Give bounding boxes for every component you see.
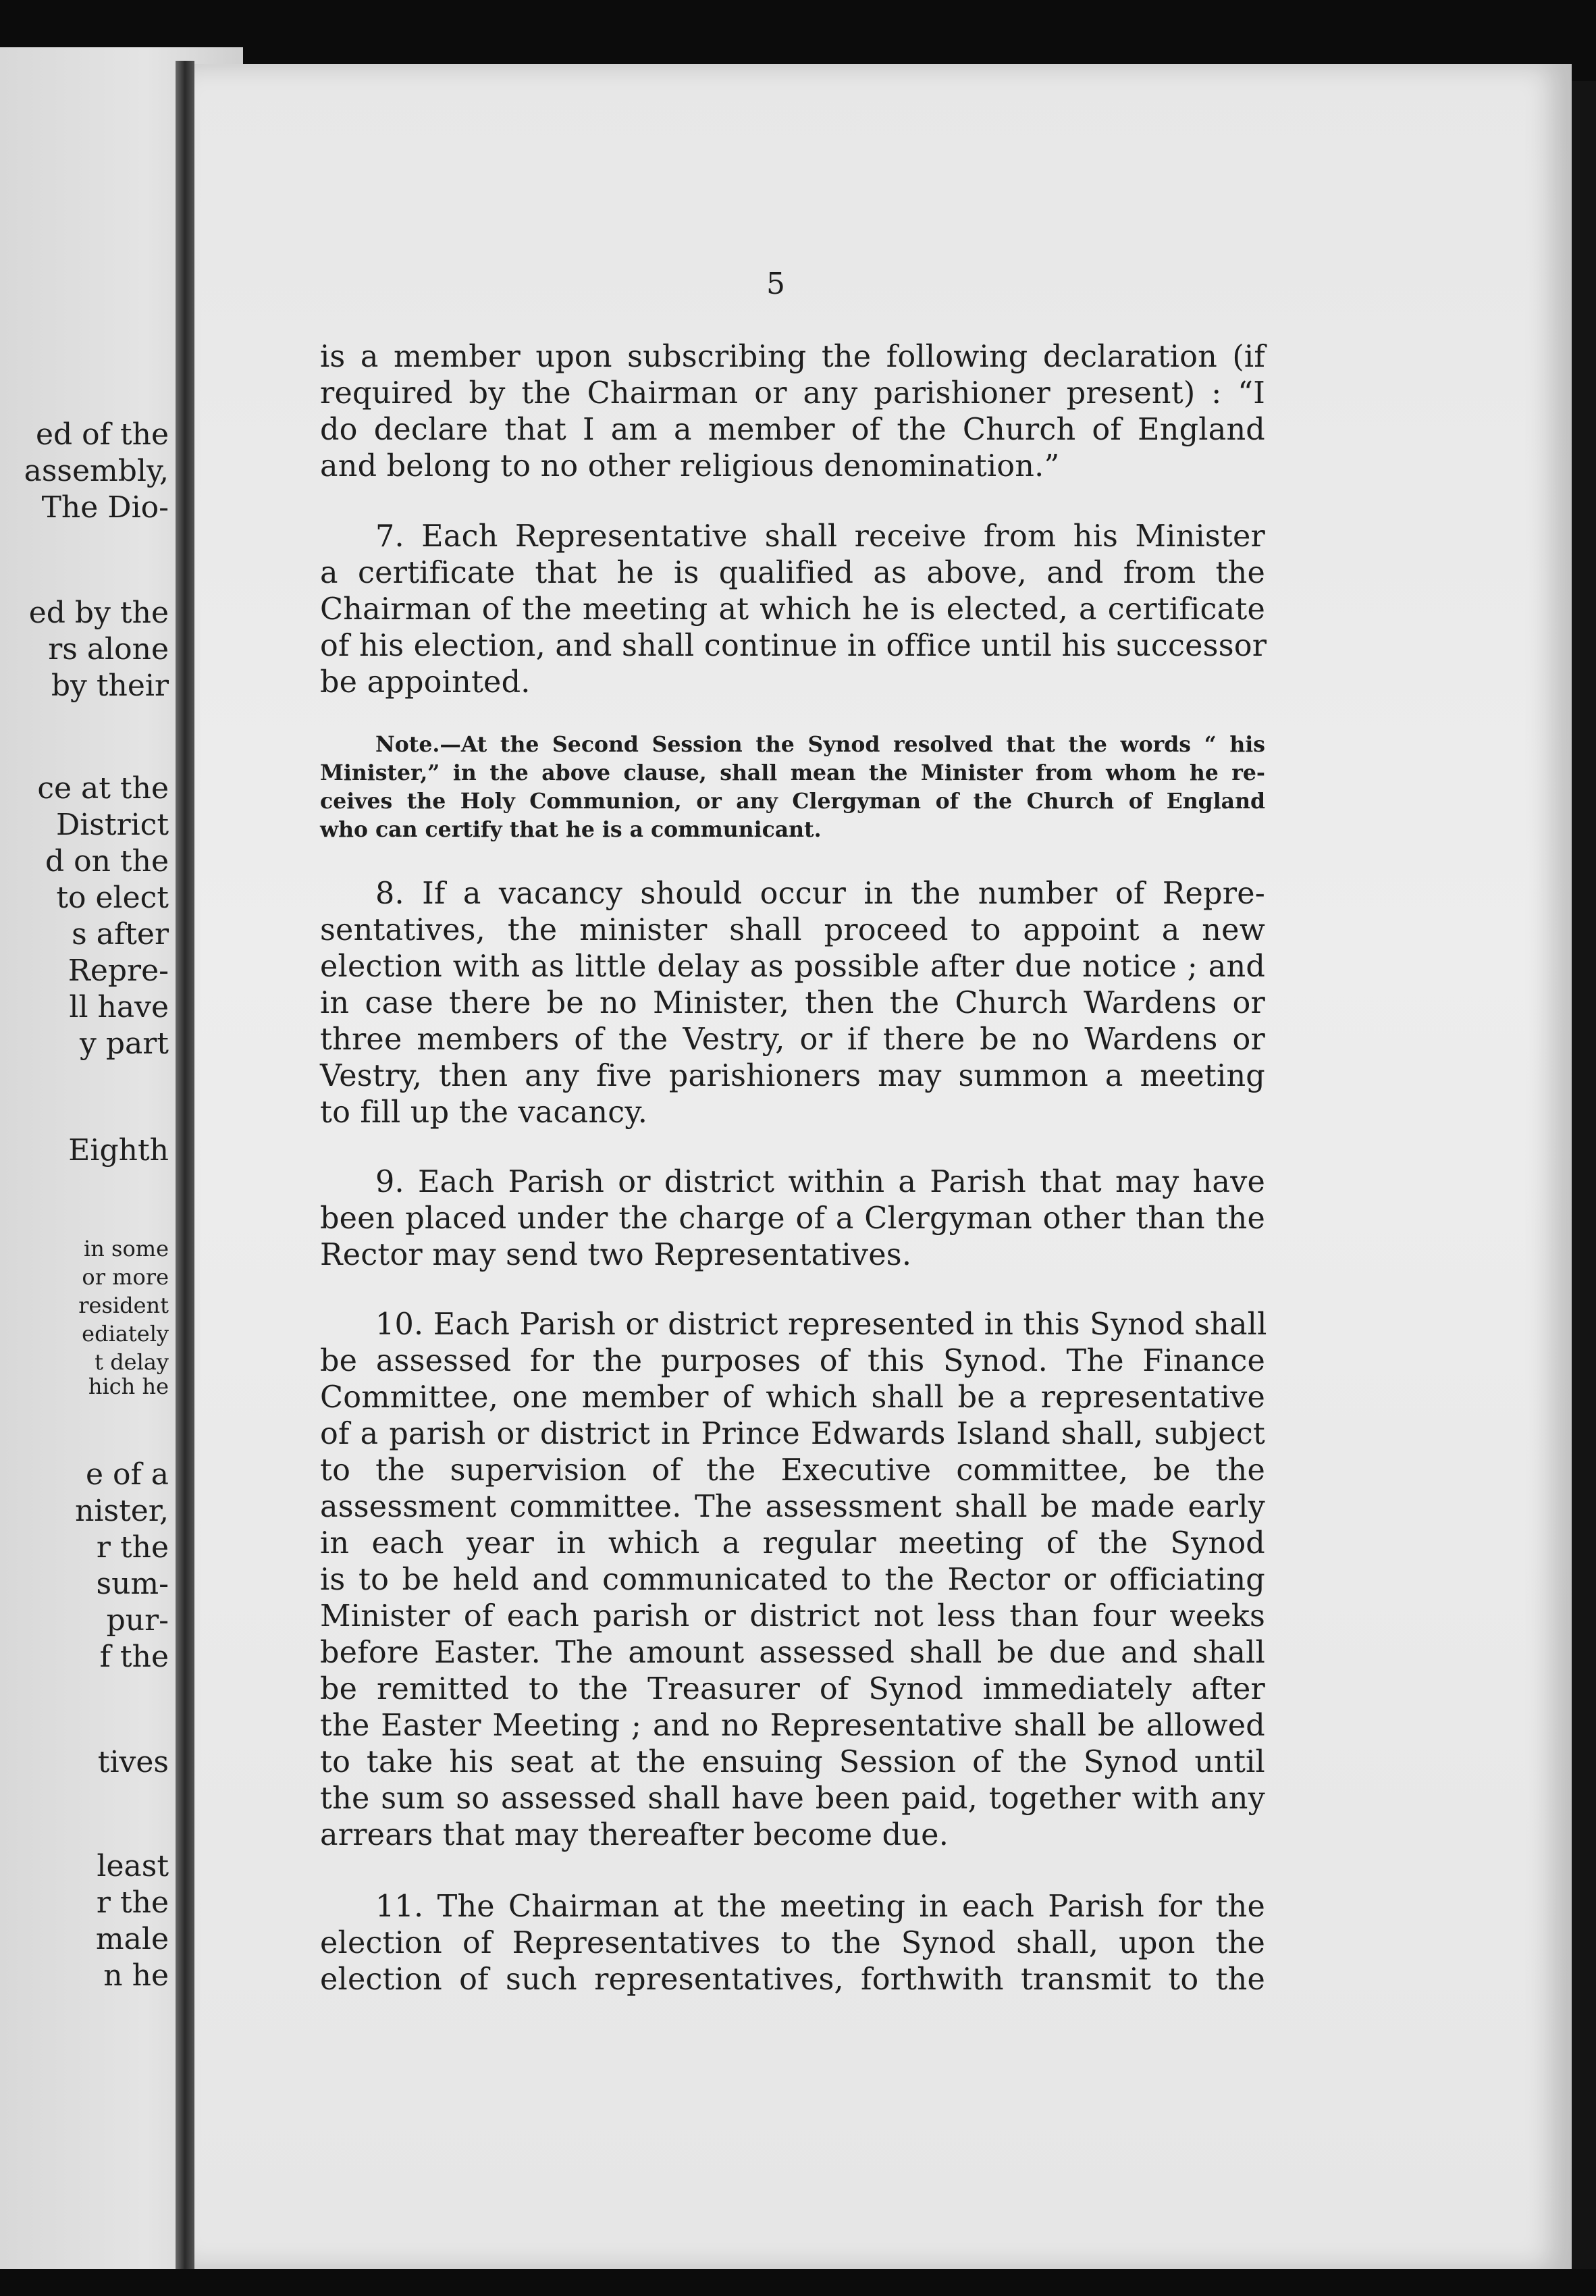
note-line: ceives the Holy Communion, or any Clergyman of the Church of England [320, 789, 1265, 814]
left-fragment: in some [84, 1236, 169, 1261]
text-line: the Easter Meeting ; and no Representative shall be allowed [320, 1708, 1265, 1743]
left-fragment: ed by the [28, 596, 169, 630]
text-line: and belong to no other religious denomination.” [320, 449, 1060, 484]
book-spine [176, 61, 194, 2269]
left-fragment: or more [82, 1264, 169, 1290]
left-fragment: tives [97, 1745, 169, 1779]
left-fragment: to elect [56, 881, 169, 915]
text-line: to take his seat at the ensuing Session of the Synod until [320, 1745, 1265, 1779]
left-fragment: by their [51, 669, 169, 703]
text-line: election of Representatives to the Synod shall, upon the [320, 1926, 1265, 1960]
left-fragment: nister, [75, 1494, 169, 1528]
left-fragment: ediately [82, 1321, 169, 1347]
text-line: before Easter. The amount assessed shall be due and shall [320, 1636, 1265, 1670]
text-line: Vestry, then any five parishioners may summon a meeting [320, 1059, 1265, 1093]
text-line: of a parish or district in Prince Edwards Island shall, subject [320, 1417, 1265, 1451]
clause-10-line: 10. Each Parish or district represented in this Synod shall [375, 1307, 1267, 1342]
text-line: to the supervision of the Executive committee, be the [320, 1453, 1265, 1488]
text-line: a certificate that he is qualified as above, and from the [320, 556, 1265, 590]
text-line: be appointed. [320, 665, 531, 700]
left-fragment: pur- [106, 1603, 169, 1638]
text-line: election with as little delay as possible after due notice ; and [320, 949, 1265, 984]
left-fragment: resident [78, 1293, 169, 1318]
text-line: been placed under the charge of a Clergyman other than the [320, 1201, 1265, 1236]
left-fragment: ed of the [35, 417, 169, 452]
clause-8-line: 8. If a vacancy should occur in the number of Repre- [375, 877, 1265, 911]
left-fragment: ce at the [37, 771, 169, 806]
note-line: Note.—At the Second Session the Synod resolved that the words “ his [375, 732, 1265, 757]
page-number: 5 [766, 267, 785, 301]
left-fragment: t delay [95, 1349, 169, 1375]
page-edge-right [1572, 81, 1596, 2269]
text-line: Minister of each parish or district not less than four weeks [320, 1599, 1265, 1634]
left-fragment: rs alone [48, 632, 169, 667]
text-line: in each year in which a regular meeting of the Synod [320, 1526, 1265, 1561]
left-fragment: n he [103, 1958, 169, 1993]
text-line: in case there be no Minister, then the Church Wardens or [320, 986, 1265, 1020]
left-fragment: male [95, 1922, 169, 1956]
text-line: be remitted to the Treasurer of Synod immediately after [320, 1672, 1265, 1706]
note-line: Minister,” in the above clause, shall mean the Minister from whom he re- [320, 760, 1265, 785]
text-line: election of such representatives, forthwith transmit to the [320, 1962, 1265, 1997]
left-fragment: assembly, [24, 454, 169, 488]
left-fragment: e of a [85, 1457, 169, 1492]
text-line: Chairman of the meeting at which he is elected, a certificate [320, 592, 1265, 627]
text-line: of his election, and shall continue in office until his successor [320, 629, 1267, 663]
left-fragment: least [97, 1849, 169, 1883]
left-fragment: hich he [88, 1374, 169, 1399]
text-line: is a member upon subscribing the following declaration (if [320, 340, 1265, 374]
clause-9-line: 9. Each Parish or district within a Parish that may have [375, 1165, 1265, 1199]
text-line: is to be held and communicated to the Rector or officiating [320, 1563, 1265, 1597]
clause-11-line: 11. The Chairman at the meeting in each Parish for the [375, 1889, 1265, 1924]
text-line: Rector may send two Representatives. [320, 1238, 912, 1272]
left-fragment: f the [99, 1640, 169, 1674]
text-line: do declare that I am a member of the Church of England [320, 413, 1265, 447]
left-fragment: Repre- [68, 954, 169, 988]
note-line: who can certify that he is a communicant. [320, 817, 822, 842]
left-fragment: ll have [69, 990, 169, 1024]
left-fragment: The Dio- [41, 490, 169, 525]
text-line: Committee, one member of which shall be a representative [320, 1380, 1265, 1415]
text-line: assessment committee. The assessment shall be made early [320, 1490, 1265, 1524]
left-fragment: sum- [96, 1567, 169, 1601]
left-fragment: District [55, 808, 169, 842]
text-line: three members of the Vestry, or if there be no Wardens or [320, 1022, 1265, 1057]
left-fragment: r the [96, 1530, 169, 1565]
left-fragment: y part [80, 1026, 169, 1061]
text-line: required by the Chairman or any parishioner present) : “I [320, 376, 1265, 411]
text-line: sentatives, the minister shall proceed to appoint a new [320, 913, 1265, 947]
text-line: to fill up the vacancy. [320, 1095, 648, 1130]
clause-7-line: 7. Each Representative shall receive from his Minister [375, 519, 1265, 554]
left-fragment: d on the [45, 844, 169, 879]
text-line: arrears that may thereafter become due. [320, 1818, 949, 1852]
left-fragment: r the [96, 1885, 169, 1920]
left-fragment: Eighth [68, 1133, 169, 1168]
text-line: the sum so assessed shall have been paid, together with any [320, 1781, 1265, 1816]
text-line: be assessed for the purposes of this Synod. The Finance [320, 1344, 1265, 1378]
left-fragment: s after [72, 917, 169, 951]
